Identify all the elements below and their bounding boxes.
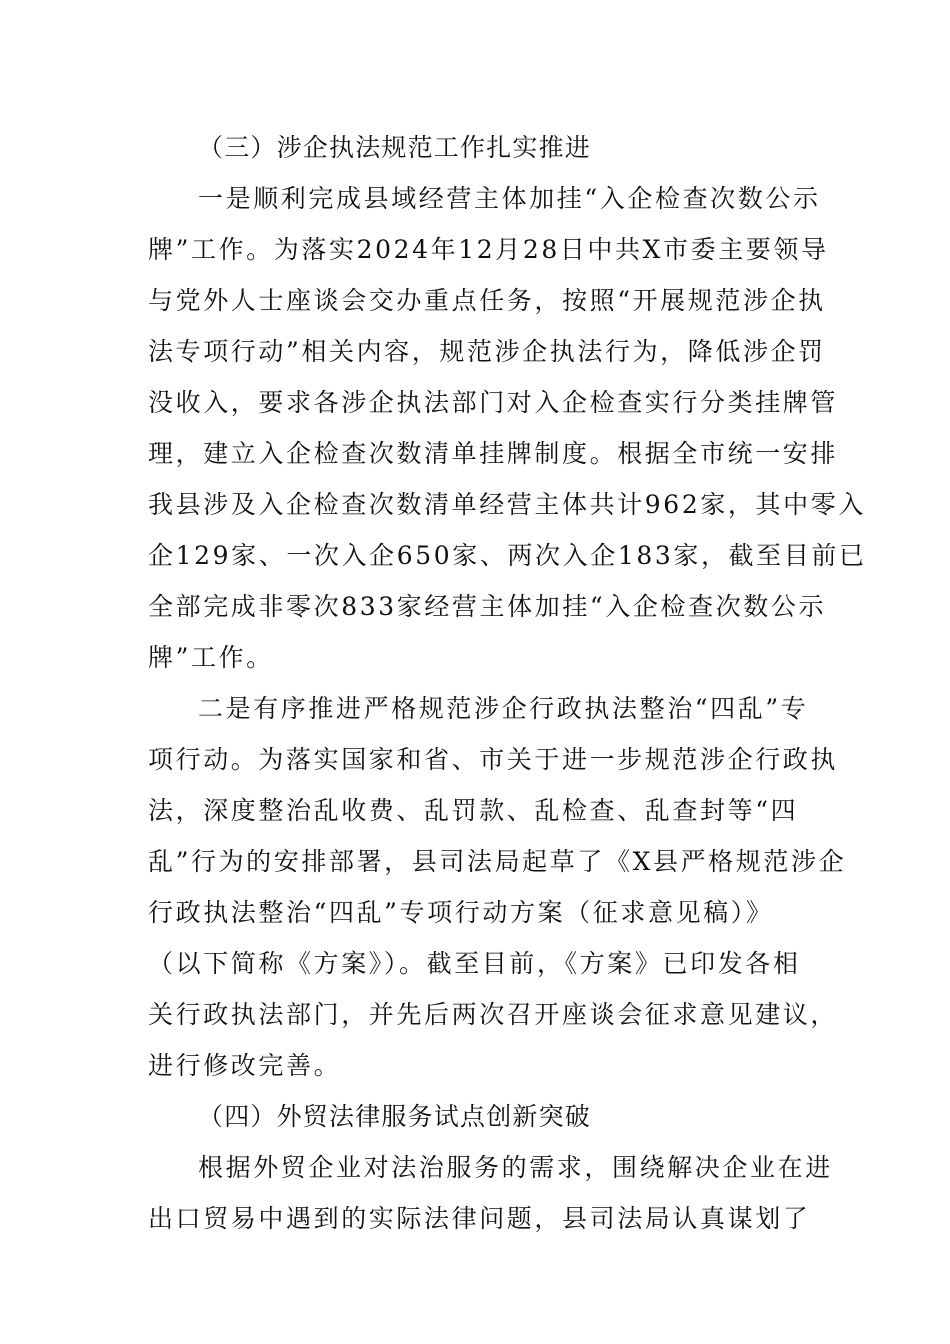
paragraph-line: 我县涉及入企检查次数清单经营主体共计962家，其中零入 [148,490,866,519]
paragraph-line: 二是有序推进严格规范涉企行政执法整治“四乱”专 [198,694,809,723]
paragraph-line: 出口贸易中遇到的实际法律问题，县司法局认真谋划了 [148,1204,811,1233]
paragraph-line: 没收入，要求各涉企执法部门对入企检查实行分类挂牌管 [148,388,839,417]
section-heading-4: （四）外贸法律服务试点创新突破 [198,1102,592,1131]
paragraph-line: 乱”行为的安排部署，县司法局起草了《X县严格规范涉企 [148,847,847,876]
paragraph-line: 关行政执法部门，并先后两次召开座谈会征求意见建议， [148,1000,839,1029]
paragraph-line: （以下简称《方案》）。截至目前，《方案》已印发各相 [148,949,801,978]
paragraph-line: 根据外贸企业对法治服务的需求，围绕解决企业在进 [198,1153,833,1182]
paragraph-line: 进行修改完善。 [148,1051,342,1080]
paragraph-line: 与党外人士座谈会交办重点任务，按照“开展规范涉企执 [148,286,826,315]
paragraph-line: 法，深度整治乱收费、乱罚款、乱检查、乱查封等“四 [148,796,799,825]
paragraph-line: 牌”工作。 [148,643,274,672]
paragraph-line: 企129家、一次入企650家、两次入企183家，截至目前已 [148,541,867,570]
paragraph-line: 全部完成非零次833家经营主体加挂“入企检查次数公示 [148,592,827,621]
paragraph-line: 项行动。为落实国家和省、市关于进一步规范涉企行政执 [148,745,839,774]
paragraph-line: 理，建立入企检查次数清单挂牌制度。根据全市统一安排 [148,439,839,468]
paragraph-line: 法专项行动”相关内容，规范涉企执法行为，降低涉企罚 [148,337,826,366]
paragraph-line: 一是顺利完成县域经营主体加挂“入企检查次数公示 [198,184,821,213]
section-heading-3: （三）涉企执法规范工作扎实推进 [198,133,592,162]
paragraph-line: 行政执法整治“四乱”专项行动方案（征求意见稿）》 [148,898,774,927]
paragraph-line: 牌”工作。为落实2024年12月28日中共X市委主要领导 [148,235,829,264]
